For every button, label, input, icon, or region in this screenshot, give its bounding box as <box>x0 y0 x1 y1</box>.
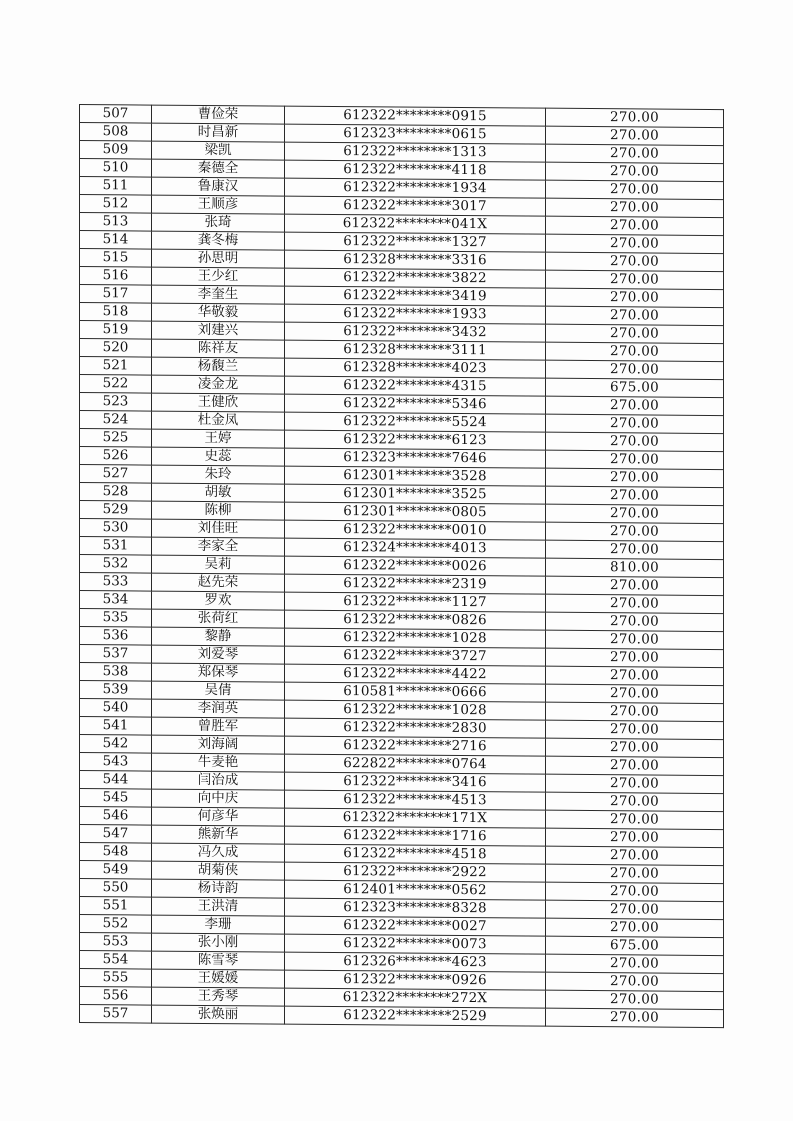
id-number-cell: 612322********5524 <box>285 412 546 432</box>
id-number-cell: 612322********0010 <box>285 520 546 540</box>
subsidy-table <box>79 104 724 1028</box>
name-cell: 吴莉 <box>152 555 285 574</box>
id-number-cell: 612322********2319 <box>285 574 546 594</box>
name-cell: 刘建兴 <box>152 321 285 340</box>
row-number-cell: 525 <box>80 429 152 448</box>
row-number-cell: 512 <box>80 195 152 214</box>
id-number-cell: 612301********3525 <box>285 484 546 504</box>
name-cell: 华敬毅 <box>152 303 285 322</box>
id-number-cell: 612326********4623 <box>285 952 546 972</box>
id-number-cell: 612301********3528 <box>285 466 546 486</box>
name-cell: 朱玲 <box>152 465 285 484</box>
amount-cell: 270.00 <box>546 162 724 181</box>
amount-cell: 270.00 <box>546 828 724 847</box>
name-cell: 王少红 <box>152 267 285 286</box>
row-number-cell: 510 <box>80 159 152 178</box>
amount-cell: 270.00 <box>546 396 724 415</box>
row-number-cell: 557 <box>80 1005 152 1024</box>
amount-cell: 270.00 <box>546 612 724 631</box>
id-number-cell: 612322********4118 <box>285 160 546 180</box>
row-number-cell: 537 <box>80 645 152 664</box>
id-number-cell: 612322********4315 <box>285 376 546 396</box>
row-number-cell: 548 <box>80 843 152 862</box>
name-cell: 向中庆 <box>152 789 285 808</box>
amount-cell: 270.00 <box>546 738 724 757</box>
row-number-cell: 539 <box>80 681 152 700</box>
row-number-cell: 540 <box>80 699 152 718</box>
row-number-cell: 513 <box>80 213 152 232</box>
row-number-cell: 516 <box>80 267 152 286</box>
amount-cell: 270.00 <box>546 216 724 235</box>
row-number-cell: 527 <box>80 465 152 484</box>
id-number-cell: 612301********0805 <box>285 502 546 522</box>
id-number-cell: 612322********2922 <box>285 862 546 882</box>
amount-cell: 270.00 <box>546 324 724 343</box>
id-number-cell: 612322********4513 <box>285 790 546 810</box>
id-number-cell: 612322********3017 <box>285 196 546 216</box>
id-number-cell: 612322********1327 <box>285 232 546 252</box>
row-number-cell: 529 <box>80 501 152 520</box>
name-cell: 杜金凤 <box>152 411 285 430</box>
id-number-cell: 612322********0073 <box>285 934 546 954</box>
amount-cell: 270.00 <box>546 486 724 505</box>
name-cell: 胡敏 <box>152 483 285 502</box>
amount-cell: 270.00 <box>546 108 724 127</box>
id-number-cell: 612322********272X <box>285 988 546 1008</box>
amount-cell: 270.00 <box>546 774 724 793</box>
name-cell: 陈柳 <box>152 501 285 520</box>
row-number-cell: 532 <box>80 555 152 574</box>
row-number-cell: 538 <box>80 663 152 682</box>
id-number-cell: 612322********2830 <box>285 718 546 738</box>
id-number-cell: 612322********1313 <box>285 142 546 162</box>
amount-cell: 270.00 <box>546 594 724 613</box>
row-number-cell: 550 <box>80 879 152 898</box>
name-cell: 孙思明 <box>152 249 285 268</box>
id-number-cell: 612322********041X <box>285 214 546 234</box>
amount-cell: 270.00 <box>546 882 724 901</box>
amount-cell: 270.00 <box>546 180 724 199</box>
row-number-cell: 543 <box>80 753 152 772</box>
name-cell: 王媛媛 <box>152 969 285 988</box>
name-cell: 张荷红 <box>152 609 285 628</box>
amount-cell: 270.00 <box>546 918 724 937</box>
amount-cell: 270.00 <box>546 648 724 667</box>
row-number-cell: 554 <box>80 951 152 970</box>
id-number-cell: 612322********3419 <box>285 286 546 306</box>
amount-cell: 270.00 <box>546 576 724 595</box>
row-number-cell: 518 <box>80 303 152 322</box>
name-cell: 李奎生 <box>152 285 285 304</box>
amount-cell: 270.00 <box>546 126 724 145</box>
id-number-cell: 612322********4518 <box>285 844 546 864</box>
id-number-cell: 612322********171X <box>285 808 546 828</box>
amount-cell: 675.00 <box>546 936 724 955</box>
id-number-cell: 612322********0915 <box>285 106 546 126</box>
amount-cell: 270.00 <box>546 144 724 163</box>
id-number-cell: 612322********0826 <box>285 610 546 630</box>
name-cell: 何彦华 <box>152 807 285 826</box>
amount-cell: 270.00 <box>546 522 724 541</box>
row-number-cell: 514 <box>80 231 152 250</box>
row-number-cell: 545 <box>80 789 152 808</box>
id-number-cell: 612323********0615 <box>285 124 546 144</box>
row-number-cell: 536 <box>80 627 152 646</box>
amount-cell: 270.00 <box>546 252 724 271</box>
id-number-cell: 612322********1028 <box>285 700 546 720</box>
row-number-cell: 551 <box>80 897 152 916</box>
row-number-cell: 519 <box>80 321 152 340</box>
row-number-cell: 526 <box>80 447 152 466</box>
table-body <box>80 105 724 1028</box>
name-cell: 刘佳旺 <box>152 519 285 538</box>
amount-cell: 270.00 <box>546 756 724 775</box>
name-cell: 黎静 <box>152 627 285 646</box>
row-number-cell: 517 <box>80 285 152 304</box>
amount-cell: 270.00 <box>546 414 724 433</box>
amount-cell: 270.00 <box>546 468 724 487</box>
name-cell: 刘海阔 <box>152 735 285 754</box>
amount-cell: 270.00 <box>546 198 724 217</box>
id-number-cell: 610581********0666 <box>285 682 546 702</box>
amount-cell: 270.00 <box>546 234 724 253</box>
id-number-cell: 612322********4422 <box>285 664 546 684</box>
row-number-cell: 534 <box>80 591 152 610</box>
id-number-cell: 622822********0764 <box>285 754 546 774</box>
row-number-cell: 547 <box>80 825 152 844</box>
row-number-cell: 553 <box>80 933 152 952</box>
name-cell: 李润英 <box>152 699 285 718</box>
row-number-cell: 555 <box>80 969 152 988</box>
row-number-cell: 546 <box>80 807 152 826</box>
amount-cell: 270.00 <box>546 702 724 721</box>
id-number-cell: 612322********1934 <box>285 178 546 198</box>
amount-cell: 270.00 <box>546 954 724 973</box>
row-number-cell: 549 <box>80 861 152 880</box>
id-number-cell: 612322********3432 <box>285 322 546 342</box>
row-number-cell: 530 <box>80 519 152 538</box>
name-cell: 吴倩 <box>152 681 285 700</box>
row-number-cell: 541 <box>80 717 152 736</box>
name-cell: 陈雪琴 <box>152 951 285 970</box>
amount-cell: 270.00 <box>546 666 724 685</box>
amount-cell: 270.00 <box>546 810 724 829</box>
name-cell: 时昌新 <box>152 123 285 142</box>
name-cell: 刘爱琴 <box>152 645 285 664</box>
row-number-cell: 524 <box>80 411 152 430</box>
id-number-cell: 612322********0026 <box>285 556 546 576</box>
row-number-cell: 509 <box>80 141 152 160</box>
row-number-cell: 556 <box>80 987 152 1006</box>
id-number-cell: 612322********5346 <box>285 394 546 414</box>
id-number-cell: 612322********1933 <box>285 304 546 324</box>
amount-cell: 270.00 <box>546 288 724 307</box>
id-number-cell: 612323********7646 <box>285 448 546 468</box>
name-cell: 胡菊侠 <box>152 861 285 880</box>
amount-cell: 270.00 <box>546 342 724 361</box>
name-cell: 龚冬梅 <box>152 231 285 250</box>
amount-cell: 810.00 <box>546 558 724 577</box>
name-cell: 张焕丽 <box>152 1005 285 1024</box>
name-cell: 冯久成 <box>152 843 285 862</box>
name-cell: 曾胜军 <box>152 717 285 736</box>
amount-cell: 270.00 <box>546 360 724 379</box>
row-number-cell: 522 <box>80 375 152 394</box>
row-number-cell: 535 <box>80 609 152 628</box>
amount-cell: 270.00 <box>546 1008 724 1027</box>
row-number-cell: 531 <box>80 537 152 556</box>
name-cell: 梁凯 <box>152 141 285 160</box>
amount-cell: 270.00 <box>546 450 724 469</box>
id-number-cell: 612322********6123 <box>285 430 546 450</box>
name-cell: 王顺彦 <box>152 195 285 214</box>
name-cell: 熊新华 <box>152 825 285 844</box>
row-number-cell: 533 <box>80 573 152 592</box>
row-number-cell: 515 <box>80 249 152 268</box>
name-cell: 罗欢 <box>152 591 285 610</box>
row-number-cell: 521 <box>80 357 152 376</box>
name-cell: 陈祥友 <box>152 339 285 358</box>
amount-cell: 270.00 <box>546 270 724 289</box>
name-cell: 李珊 <box>152 915 285 934</box>
amount-cell: 270.00 <box>546 630 724 649</box>
row-number-cell: 520 <box>80 339 152 358</box>
amount-cell: 270.00 <box>546 990 724 1009</box>
name-cell: 杨诗韵 <box>152 879 285 898</box>
id-number-cell: 612328********4023 <box>285 358 546 378</box>
name-cell: 王婷 <box>152 429 285 448</box>
id-number-cell: 612322********1716 <box>285 826 546 846</box>
row-number-cell: 508 <box>80 123 152 142</box>
id-number-cell: 612322********3416 <box>285 772 546 792</box>
id-number-cell: 612328********3316 <box>285 250 546 270</box>
id-number-cell: 612322********0027 <box>285 916 546 936</box>
id-number-cell: 612322********0926 <box>285 970 546 990</box>
row-number-cell: 523 <box>80 393 152 412</box>
name-cell: 牛麦艳 <box>152 753 285 772</box>
id-number-cell: 612322********1127 <box>285 592 546 612</box>
amount-cell: 675.00 <box>546 378 724 397</box>
amount-cell: 270.00 <box>546 846 724 865</box>
amount-cell: 270.00 <box>546 864 724 883</box>
name-cell: 秦德全 <box>152 159 285 178</box>
amount-cell: 270.00 <box>546 792 724 811</box>
name-cell: 郑保琴 <box>152 663 285 682</box>
name-cell: 张琦 <box>152 213 285 232</box>
amount-cell: 270.00 <box>546 432 724 451</box>
id-number-cell: 612324********4013 <box>285 538 546 558</box>
amount-cell: 270.00 <box>546 306 724 325</box>
amount-cell: 270.00 <box>546 540 724 559</box>
row-number-cell: 507 <box>80 105 152 124</box>
name-cell: 赵先荣 <box>152 573 285 592</box>
name-cell: 凌金龙 <box>152 375 285 394</box>
row-number-cell: 552 <box>80 915 152 934</box>
id-number-cell: 612322********1028 <box>285 628 546 648</box>
row-number-cell: 528 <box>80 483 152 502</box>
name-cell: 李家全 <box>152 537 285 556</box>
id-number-cell: 612322********2716 <box>285 736 546 756</box>
amount-cell: 270.00 <box>546 720 724 739</box>
id-number-cell: 612322********2529 <box>285 1006 546 1026</box>
row-number-cell: 544 <box>80 771 152 790</box>
id-number-cell: 612328********3111 <box>285 340 546 360</box>
amount-cell: 270.00 <box>546 504 724 523</box>
id-number-cell: 612322********3822 <box>285 268 546 288</box>
name-cell: 杨馥兰 <box>152 357 285 376</box>
amount-cell: 270.00 <box>546 900 724 919</box>
row-number-cell: 511 <box>80 177 152 196</box>
amount-cell: 270.00 <box>546 972 724 991</box>
name-cell: 曹俭荣 <box>152 105 285 124</box>
id-number-cell: 612323********8328 <box>285 898 546 918</box>
id-number-cell: 612322********3727 <box>285 646 546 666</box>
row-number-cell: 542 <box>80 735 152 754</box>
name-cell: 王秀琴 <box>152 987 285 1006</box>
id-number-cell: 612401********0562 <box>285 880 546 900</box>
name-cell: 张小刚 <box>152 933 285 952</box>
name-cell: 闫治成 <box>152 771 285 790</box>
name-cell: 王洪清 <box>152 897 285 916</box>
name-cell: 王健欣 <box>152 393 285 412</box>
name-cell: 史蕊 <box>152 447 285 466</box>
name-cell: 鲁康汉 <box>152 177 285 196</box>
amount-cell: 270.00 <box>546 684 724 703</box>
